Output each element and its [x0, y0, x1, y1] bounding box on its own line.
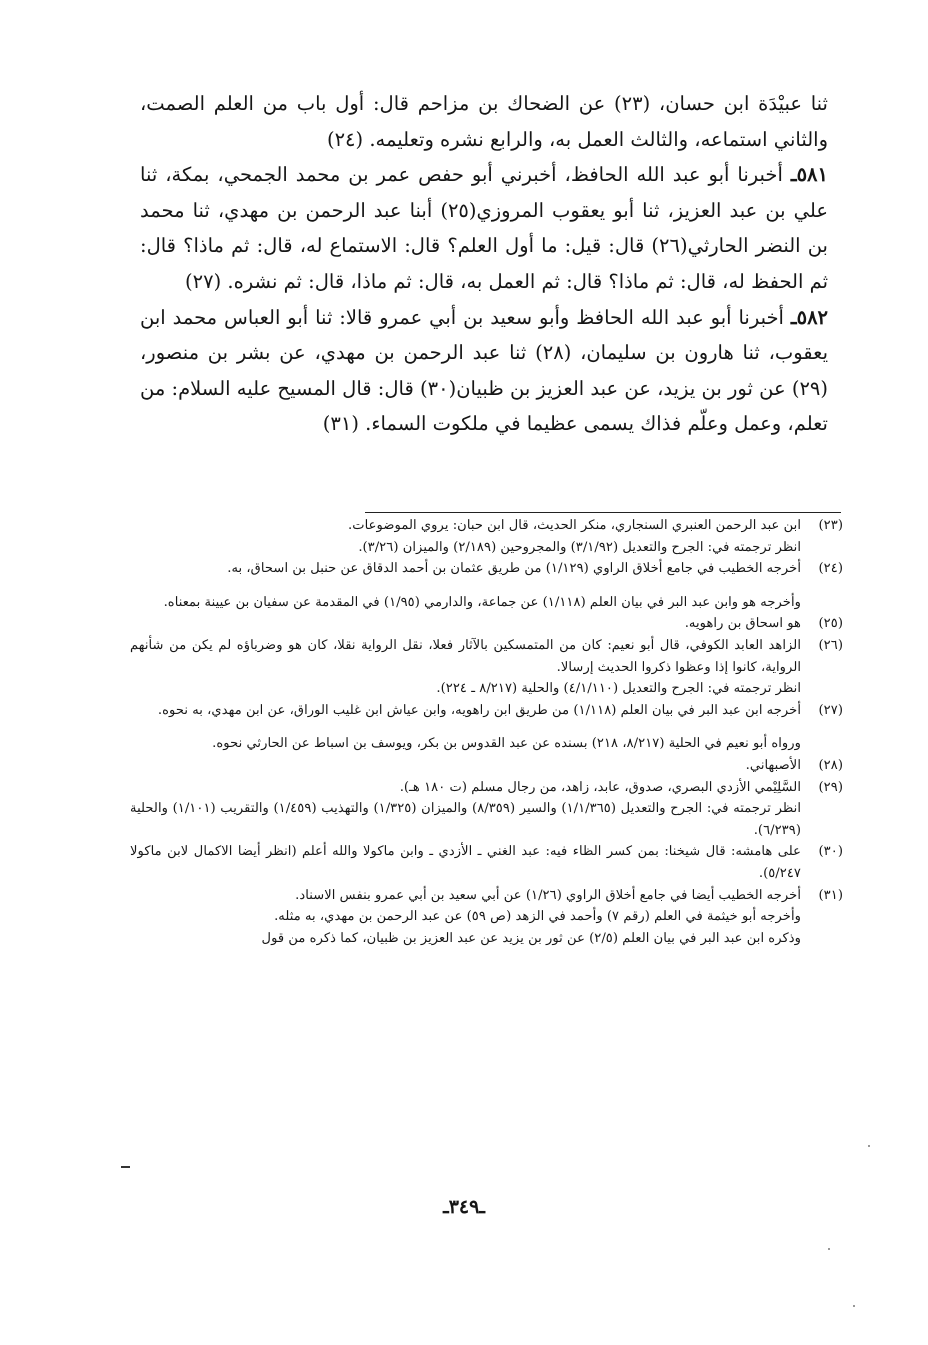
page-number: ـ٣٤٩ـ	[443, 1196, 485, 1218]
footnote-line: ابن عبد الرحمن العنبري السنجاري، منكر الحديث، قال ابن حبان: يروي الموضوعات.	[348, 518, 801, 533]
hadith-number: ٥٨١ـ	[790, 163, 828, 187]
hadith-number: ٥٨٢ـ	[790, 305, 829, 329]
footnote-line: وذكره ابن عبد البر في بيان العلم (٢/٥) عن ثور بن يزيد عن عبد العزيز بن ظبيان، كما ذكره من قول	[261, 930, 801, 946]
hadith-text: أخبرنا أبو عبد الله الحافظ، أخبرني أبو حفص عمر بن محمد الجمحي، بمكة، ثنا علي بن عبد العزيز، ثنا أبو يعقوب المروزي(٢٥) أبنا عبد الرحمن بن مهدي، ثنا محمد بن النضر الحارثي(٢٦) قال: قيل: ما أول العلم؟ قال: الاستماع له، قال: ثم ماذا؟ قال: ثم الحفظ له، قال: ثم ماذا؟ قال: ثم العمل به، قال: ثم ماذا، قال: ثم نشره. (٢٧)	[140, 163, 828, 293]
footnote-line: ورواه أبو نعيم في الحلية (٨/٢١٧، ٢١٨) بسنده عن عبد القدوس بن بكر، ويوسف بن اسباط عن الحارثي نحوه.	[212, 736, 801, 752]
footnote-29	[130, 777, 843, 842]
intro-paragraph: ثنا عبيْدَة ابن حسان، (٢٣) عن الضحاك بن مزاحم قال: أول باب من العلم الصمت، والثاني استماعه، والثالث العمل به، والرابع نشره وتعليمه. (٢٤)	[140, 92, 828, 151]
footnote-line: أخرجه ابن عبد البر في بيان العلم (١/١١٨) من طريق ابن راهويه، وابن عياش ابن غليب الوراق، عن ابن مهدي، به نحوه.	[157, 702, 801, 718]
scan-speck	[828, 1248, 830, 1250]
footnote-27	[130, 700, 843, 755]
footnote-line: هو اسحاق بن راهويه.	[684, 616, 801, 632]
footnote-30	[130, 841, 843, 884]
footnote-number: (٢٣)	[818, 518, 843, 533]
footnote-line: انظر ترجمته في: الجرح والتعديل (١/١/٣٦٥) والسير (٨/٣٥٩) والميزان (١/٣٢٥) والتهذيب (١/٤٥٩) والتقريب (١/١٠١) والحلية (٦/٢٣٩).	[130, 801, 802, 838]
footnote-number: (٢٥)	[818, 616, 843, 632]
footnotes	[130, 515, 843, 949]
footnote-line: أخرجه الخطيب في جامع أخلاق الراوي (١/١٢٩) من طريق عثمان بن أحمد الدقاق عن حنبل بن اسحاق، به.	[227, 561, 801, 577]
footnote-number: (٢٩)	[818, 779, 843, 795]
footnote-line: الأصبهاني.	[745, 757, 801, 773]
footnote-line: انظر ترجمته في: الجرح والتعديل (٤/١/١١٠) والحلية (٨/٢١٧ ـ ٢٢٤).	[436, 681, 801, 697]
footnote-24	[130, 558, 843, 613]
scan-speck	[868, 1145, 870, 1147]
footnote-23	[130, 515, 843, 558]
continuation-mark	[121, 1166, 130, 1168]
footnote-separator	[365, 512, 841, 513]
footnote-number: (٢٤)	[818, 561, 843, 577]
footnote-31	[130, 885, 843, 950]
footnote-number: (٢٨)	[818, 757, 843, 773]
footnote-line: وأخرجه أبو خيثمة في العلم (رقم ٧) وأحمد في الزهد (ص ٥٩) عن عبد الرحمن بن مهدي، به مثله.	[274, 909, 801, 925]
hadith-582	[140, 300, 828, 442]
footnote-number: (٣١)	[818, 887, 843, 903]
footnote-line: على هامشه: قال شيخنا: بمن كسر الظاء فيه: عبد الغني ـ الأزدي ـ وابن ماكولا والله أعلم (انظر أيضا الاكمال لابن ماكولا ٥/٢٤٧).	[130, 844, 801, 881]
footnote-line: السَّلِيْمي الأزدي البصري، صدوق، عابد، زاهد، من رجال مسلم (ت ١٨٠ هـ).	[399, 779, 801, 795]
footnote-line: وأخرجه هو وابن عبد البر في بيان العلم (١/١١٨) عن جماعة، والدارمي (١/٩٥) في المقدمة عن سفيان بن عيينة بمعناه.	[163, 594, 801, 610]
footnote-line: أخرجه الخطيب أيضا في جامع أخلاق الراوي (١/٢٦) عن أبي سعيد بن أبي عمرو بنفس الاسناد.	[295, 887, 801, 903]
footnote-26	[130, 635, 843, 700]
footnote-number: (٣٠)	[818, 844, 843, 860]
footnote-number: (٢٦)	[818, 637, 843, 653]
footnote-line: انظر ترجمته في: الجرح والتعديل (٣/١/٩٢) والمجروحين (٢/١٨٩) والميزان (٣/٢٦).	[358, 539, 801, 555]
main-text	[140, 86, 828, 442]
footnote-line: الزاهد العابد الكوفي، قال أبو نعيم: كان من المتمسكين بالآثار فعلا، نقل الرواية نقلا، كان هو وضرباؤه لم يكن من شأنهم الرواية، كانوا إذا وعظوا ذكروا الحديث إرسالا.	[130, 637, 801, 675]
hadith-581	[140, 157, 828, 299]
hadith-text: أخبرنا أبو عبد الله الحافظ وأبو سعيد بن أبي عمرو قالا: ثنا أبو العباس محمد ابن يعقوب، ثنا هارون بن سليمان، (٢٨) ثنا عبد الرحمن بن مهدي، عن بشر بن منصور، (٢٩) عن ثور بن يزيد، عن عبد العزيز بن ظبيان(٣٠) قال: قال المسيح عليه السلام: من تعلم، وعمل وعلّم فذاك يسمى عظيما في ملكوت السماء. (٣١)	[140, 305, 829, 436]
scan-speck	[853, 1305, 855, 1307]
footnote-number: (٢٧)	[818, 702, 843, 718]
footnote-28	[130, 755, 843, 777]
footnote-25	[130, 613, 843, 635]
